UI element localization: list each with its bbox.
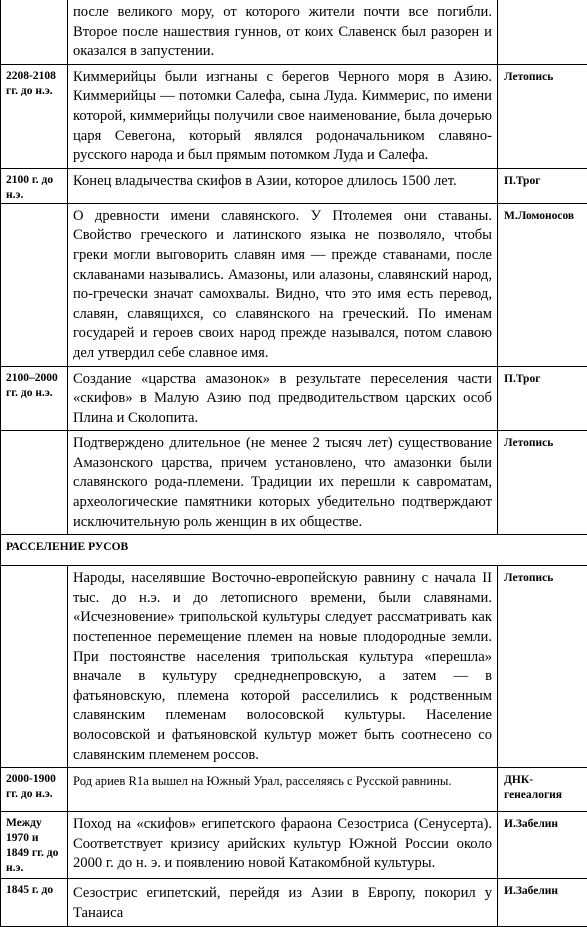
table-row <box>1 168 587 203</box>
source-cell: И.Забелин <box>498 812 587 879</box>
event-text: О древности имени славянского. У Птолемея они ставаны. Свойство греческого и латинского языка не позволяло, чтобы греки могли выговорить славян имя — прежде ставанами, после склаванами назывались. Амазоны, или алазоны, славянский народ, по-гречески значат самохвалы. Видно, что это имя есть перевод, славян, славящихся, со славянского на греческий. По именам государей и героев своих народ прежде назывался, потом славою дел утвердил себе славное имя. <box>68 203 498 366</box>
table-row <box>1 431 587 535</box>
table-row <box>1 812 587 879</box>
source-cell: Летопись <box>498 64 587 168</box>
table-row <box>1 366 587 431</box>
source-cell <box>498 0 587 64</box>
event-text: Создание «царства амазонок» в результате переселения части «скифов» в Малую Азию под предводительством царских особ Плина и Сколопита. <box>68 366 498 431</box>
date-cell: 1845 г. до <box>1 879 68 927</box>
date-cell <box>1 0 68 64</box>
table-row <box>1 768 587 812</box>
source-cell: ДНК-генеалогия <box>498 768 587 812</box>
date-cell: 2208-2108 гг. до н.э. <box>1 64 68 168</box>
event-text: Киммерийцы были изгнаны с берегов Черного моря в Азию. Киммерийцы — потомки Салефа, сына Луда. Киммерис, по имени которой, киммерийцы получили свое наименование, была дочерью царя Севегона, который являлся родоначальником славяно-русского народа и был прямым потомком Луда и Салефа. <box>68 64 498 168</box>
source-cell: И.Забелин <box>498 879 587 927</box>
table-row <box>1 64 587 168</box>
table-row <box>1 0 587 64</box>
source-cell: П.Трог <box>498 366 587 431</box>
source-cell: Летопись <box>498 431 587 535</box>
source-cell: П.Трог <box>498 168 587 203</box>
date-cell <box>1 566 68 768</box>
section-row <box>1 535 587 566</box>
date-cell: 2000-1900 гг. до н.э. <box>1 768 68 812</box>
date-cell: 2100 г. до н.э. <box>1 168 68 203</box>
event-text: Род ариев R1a вышел на Южный Урал, расселяясь с Русской равнины. <box>68 768 498 812</box>
date-cell <box>1 203 68 366</box>
table-row <box>1 203 587 366</box>
table-row <box>1 879 587 927</box>
event-text: Сезострис египетский, перейдя из Азии в Европу, покорил у Танаиса <box>68 879 498 927</box>
date-cell: 2100–2000 гг. до н.э. <box>1 366 68 431</box>
event-text: Народы, населявшие Восточно-европейскую равнину с начала II тыс. до н.э. и до летописного времени, были славянами. «Исчезновение» трипольской культуры следует рассматривать как постепенное перемещение племен на новые плодородные земли. При постоянстве населения трипольская культура «перешла» вначале в культуру среднеднепровскую, а затем — в фатьяновскую, племена которой расселились к родственным славянским племенам волосовской культуры. Население волосовской и фатьяновской культур может быть соотнесено со славянским племенем россов. <box>68 566 498 768</box>
source-cell: Летопись <box>498 566 587 768</box>
section-heading: РАССЕЛЕНИЕ РУСОВ <box>1 535 587 566</box>
event-text: Поход на «скифов» египетского фараона Сезостриса (Сенусерта). Соответствует кризису арийских культур Южной России около 2000 г. до н. э. и появлению новой Катакомбной культуры. <box>68 812 498 879</box>
date-cell <box>1 431 68 535</box>
event-text: после великого мору, от которого жители почти все погибли. Второе после нашествия гуннов, от коих Славенск был разорен и оказался в запустении. <box>68 0 498 64</box>
table-row <box>1 566 587 768</box>
date-cell: Между 1970 и 1849 гг. до н.э. <box>1 812 68 879</box>
event-text: Конец владычества скифов в Азии, которое длилось 1500 лет. <box>68 168 498 203</box>
source-cell: М.Ломоносов <box>498 203 587 366</box>
event-text: Подтверждено длительное (не менее 2 тысяч лет) существование Амазонского царства, причем установлено, что амазонки были славянского рода-племени. Традиции их перешли к савроматам, археологические памятники которых убедительно подтверждают исключительную роль женщин в их обществе. <box>68 431 498 535</box>
